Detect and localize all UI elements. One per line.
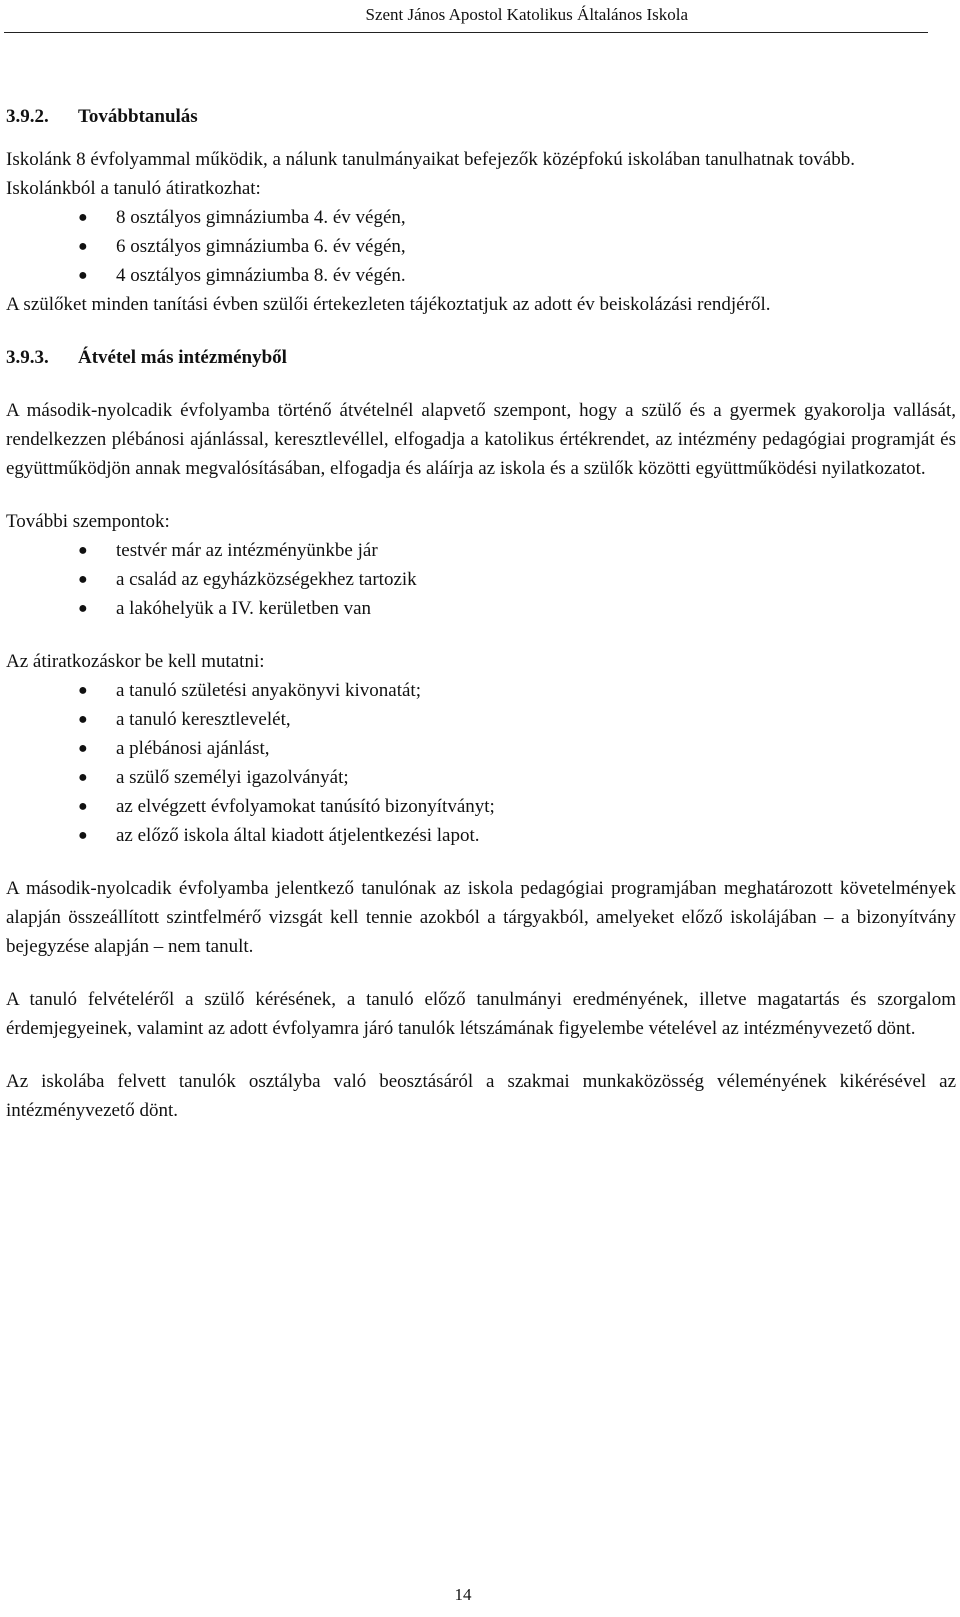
section-heading-3-9-3 <box>6 343 956 372</box>
list-item-text: a lakóhelyük a IV. kerületben van <box>116 598 372 619</box>
bullet-icon: ● <box>78 769 88 786</box>
exam-paragraph: A második-nyolcadik évfolyamba jelentkező tanulónak az iskola pedagógiai programjában meghatározott követelmények alapján összeállított szintfelmérő vizsgát kell tennie azokból a tárgyakból, amelyeket előző iskolájában – a bizonyítvány bejegyzése alapján – nem tanult. <box>6 878 956 957</box>
page-number <box>0 1580 960 1609</box>
further-criteria-lead: További szempontok: <box>6 511 170 532</box>
list-item <box>6 594 956 623</box>
list-item-text: a plébánosi ajánlást, <box>116 738 270 759</box>
bullet-icon: ● <box>78 267 88 284</box>
list-item-text: 8 osztályos gimnáziumba 4. év végén, <box>116 207 406 228</box>
transfer-list <box>6 203 956 290</box>
bullet-icon: ● <box>78 711 88 728</box>
admission-paragraph: A második-nyolcadik évfolyamba történő átvételnél alapvető szempont, hogy a szülő és a gyermek gyakorolja vallását, rendelkezzen plébánosi ajánlással, keresztlevéllel, elfogadja a katolikus értékrendet, az intézmény pedagógiai programját és együttműködjön annak megvalósításában, elfogadja és aláírja az iskola és a szülők közötti együttműködési nyilatkozatot. <box>6 400 956 479</box>
bullet-icon: ● <box>78 600 88 617</box>
list-item <box>6 792 956 821</box>
section-title: Átvétel más intézményből <box>78 347 287 368</box>
list-item-text: 4 osztályos gimnáziumba 8. év végén. <box>116 265 406 286</box>
intro-paragraph: Iskolánk 8 évfolyammal működik, a nálunk tanulmányaikat befejezők középfokú iskolában tanulhatnak tovább. <box>6 149 855 170</box>
list-item <box>6 536 956 565</box>
list-item-text: 6 osztályos gimnáziumba 6. év végén, <box>116 236 406 257</box>
list-item-text: az elvégzett évfolyamokat tanúsító bizonyítványt; <box>116 796 495 817</box>
bullet-icon: ● <box>78 571 88 588</box>
section-number: 3.9.2. <box>6 106 49 127</box>
list-item-text: a tanuló keresztlevelét, <box>116 709 291 730</box>
parents-info-paragraph: A szülőket minden tanítási évben szülői értekezleten tájékoztatjuk az adott év beiskolázási rendjéről. <box>6 294 771 315</box>
documents-lead: Az átiratkozáskor be kell mutatni: <box>6 651 265 672</box>
bullet-icon: ● <box>78 798 88 815</box>
list-item <box>6 763 956 792</box>
list-item-text: az előző iskola által kiadott átjelentkezési lapot. <box>116 825 480 846</box>
header-rule <box>4 32 928 33</box>
list-item-text: a tanuló születési anyakönyvi kivonatát; <box>116 680 421 701</box>
bullet-icon: ● <box>78 740 88 757</box>
page-content <box>6 102 956 1125</box>
bullet-icon: ● <box>78 542 88 559</box>
list-item <box>6 565 956 594</box>
further-criteria-list <box>6 536 956 623</box>
bullet-icon: ● <box>78 827 88 844</box>
list-item <box>6 705 956 734</box>
list-item <box>6 261 956 290</box>
running-header: Szent János Apostol Katolikus Általános Iskola <box>365 5 688 24</box>
bullet-icon: ● <box>78 682 88 699</box>
page-number-text: 14 <box>454 1585 472 1604</box>
list-item <box>6 203 956 232</box>
list-item-text: a család az egyházközségekhez tartozik <box>116 569 417 590</box>
class-assignment-paragraph: Az iskolába felvett tanulók osztályba való beosztásáról a szakmai munkaközösség véleményének kikérésével az intézményvezető dönt. <box>6 1071 956 1121</box>
section-heading-3-9-2 <box>6 102 956 131</box>
section-number: 3.9.3. <box>6 347 49 368</box>
transfer-lead: Iskolánkból a tanuló átiratkozhat: <box>6 178 261 199</box>
decision-paragraph: A tanuló felvételéről a szülő kérésének, a tanuló előző tanulmányi eredményének, illetve magatartás és szorgalom érdemjegyeinek, valamint az adott évfolyamra járó tanulók létszámának figyelembe vételével az intézményvezető dönt. <box>6 989 956 1039</box>
list-item-text: testvér már az intézményünkbe jár <box>116 540 378 561</box>
bullet-icon: ● <box>78 209 88 226</box>
documents-list <box>6 676 956 850</box>
list-item <box>6 734 956 763</box>
list-item <box>6 232 956 261</box>
list-item-text: a szülő személyi igazolványát; <box>116 767 349 788</box>
list-item <box>6 676 956 705</box>
list-item <box>6 821 956 850</box>
section-title: Továbbtanulás <box>78 106 198 127</box>
bullet-icon: ● <box>78 238 88 255</box>
